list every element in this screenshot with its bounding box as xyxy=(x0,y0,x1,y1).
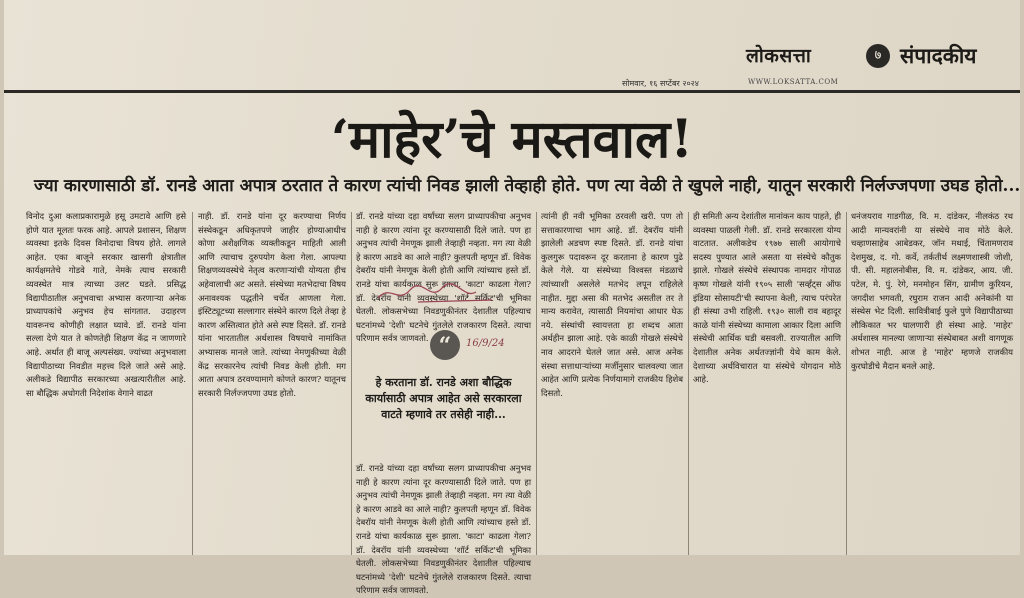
column-3-top: डॉ. रानडे यांच्या दहा वर्षांच्या सलग प्राध्यापकीचा अनुभव नाही हे कारण त्यांना दूर करण्यासाठी दिले जाते. पण हा अनुभव त्यांची नेमणूक झाली तेव्हाही नव्हता. मग त्या वेळी हे कारण आडवे का आले नाही? कुलपती म्हणून डॉ. विवेक देबरॉय यांनी नेमणूक केली होती आणि त्यांच्याच हस्ते डॉ. रानडे यांचा कार्यकाळ सुरू झाला. 'काटा' काढला गेला? डॉ. देबरॉय यांनी व्यवस्थेच्या 'शॉर्ट सर्किट'ची भूमिका घेतली. लोकसभेच्या निवडणुकीनंतर देशातील पहिल्याच घटनांमध्ये 'देशी' घटनेचे गुंतलेले राजकारण दिसते. त्याचा परिणाम सर्वत्र जाणवतो. xyxy=(356,211,531,344)
column-divider xyxy=(192,212,193,555)
column-4: त्यांनी ही नवी भूमिका ठरवली खरी. पण तो सत्ताकारणाचा भाग आहे. डॉ. देबरॉय यांनी झालेली अडचण स्पष्ट दिसते. डॉ. रानडे यांचा कुलगुरू पदावरून दूर करताना हे कारण पुढे केले गेले. या संस्थेच्या विश्वस्त मंडळाचे त्यांच्याशी असलेले मतभेद लपून राहिलेले नाहीत. मुद्दा असा की मतभेद असतील तर ते मान्य करावेत, त्यासाठी नियमांचा आधार घेऊ नये. संस्थांची स्वायत्तता हा शब्दच आता अर्थहीन झाला आहे. एके काळी गोखले संस्थेचे नाव आदराने घेतले जात असे. आज अनेक संस्था सत्ताधाऱ्यांच्या मर्जीनुसार चालवल्या जात आहेत आणि प्रत्येक निर्णयामागे राजकीय हिशेब दिसतो. xyxy=(541,211,683,398)
issue-date: सोमवार, १६ सप्टेंबर २०२४ xyxy=(622,79,699,88)
quote-icon: “ xyxy=(430,330,460,360)
deck: ज्या कारणासाठी डॉ. रानडे आता अपात्र ठरतात ते कारण त्यांची निवड झाली तेव्हाही होते. पण त्या वेळी ते खुपले नाही, यातून सरकारी निर्लज्जपणा उघड होतो... xyxy=(34,176,1021,196)
page-number-badge: ७ xyxy=(866,44,890,68)
newspaper-page xyxy=(4,0,1021,596)
handwritten-signature xyxy=(372,278,532,308)
masthead-rule xyxy=(4,90,1020,93)
section-title: संपादकीय xyxy=(900,43,977,68)
headline: ‘माहेर’चे मस्तवाल! xyxy=(330,109,694,170)
column-6: धनंजयराव गाडगीळ, वि. म. दांडेकर, नीलकंठ रथ आदी मान्यवरांनी या संस्थेचे नाव मोठे केले. चव्हाणसाहेब आबेडकर, जॉन मथाई, चिंतामणराव देशमुख, द. गो. कर्वे, तर्कतीर्थ लक्ष्मणशास्त्री जोशी, पी. सी. महालनोबीस, वि. म. दांडेकर, आय. जी. पटेल, मे. पुं. रेगे, मनमोहन सिंग, ग्रामीण कुरियन, जगदीश भगवती, रघुराम राजन आदी अनेकांनी या संस्थेस भेट दिली. सावित्रीबाई फुले पुणे विद्यापीठाच्या लौकिकात भर घालणारी ही संस्था आहे. 'माहेर' अर्थशास्त्र मानल्या जाणाऱ्या संस्थेबाबत अशी वागणूक शोभत नाही. आज हे 'माहेर' म्हणजे राजकीय कुरघोडीचे मैदान बनले आहे. xyxy=(851,211,1013,371)
masthead xyxy=(724,42,1014,74)
column-divider xyxy=(536,212,537,555)
column-2: नाही. डॉ. रानडे यांना दूर करण्याचा निर्णय संस्थेकडून अधिकृतपणे जाहीर होण्याआधीच कोणा अशैक्षणिक व्यक्तीकडून माहिती आली आणि त्याचाच दुरुपयोग केला गेला. आपल्या शिक्षणव्यवस्थेचे नेतृत्व करणाऱ्यांची योग्यता हीच अहेवालाची अट असते. संस्थेच्या मतभेदाचा विषय अनावश्यक पद्धतीने चर्चेत आणला गेला. इंस्टिट्यूटच्या सल्लागार संस्थेने कारण दिले तेव्हा हे कारण अस्तित्वात होते असे स्पष्ट दिसते. डॉ. रानडे यांना भारतातील अर्थशास्त्र विषयाचे नामांकित अभ्यासक मानले जाते. त्यांच्या नेमणुकीच्या वेळी केंद्र सरकारनेच त्यांची निवड केली होती. मग आता अपात्र ठरवण्यामागे कोणते कारण? यातूनच सरकारी निर्लज्जपणा उघड होतो. xyxy=(198,211,346,398)
column-3-bottom: डॉ. रानडे यांच्या दहा वर्षांच्या सलग प्राध्यापकीचा अनुभव नाही हे कारण त्यांना दूर करण्यासाठी दिले जाते. पण हा अनुभव त्यांची नेमणूक झाली तेव्हाही नव्हता. मग त्या वेळी हे कारण आडवे का आले नाही? कुलपती म्हणून डॉ. विवेक देबरॉय यांनी नेमणूक केली होती आणि त्यांच्याच हस्ते डॉ. रानडे यांचा कार्यकाळ सुरू झाला. 'काटा' काढला गेला? डॉ. देबरॉय यांनी व्यवस्थेच्या 'शॉर्ट सर्किट'ची भूमिका घेतली. लोकसभेच्या निवडणुकीनंतर देशातील पहिल्याच घटनांमध्ये 'देशी' घटनेचे गुंतलेले राजकारण दिसते. त्याचा परिणाम सर्वत्र जाणवतो. xyxy=(356,463,531,596)
column-divider xyxy=(688,212,689,555)
pull-quote: हे करताना डॉ. रानडे अशा बौद्धिक कार्यासाठी अपात्र आहेत असे सरकारला वाटते म्हणावे तर तसेही नाही... xyxy=(365,376,522,421)
column-divider xyxy=(351,212,352,555)
column-1: विनोद दुआ कलाप्रकारामुळे हसू उमटावे आणि हसे होणे यात मूलतः फरक आहे. आपले प्रशासन, शिक्षण व्यवस्था इतके दिवस विनोदाचा विषय होते. लागले आहेत. एका बाजूने सरकार खासगी क्षेत्रातील कार्यक्षमतेचे गोडवे गाते, नेमके त्याच सरकारी व्यवस्थेत मात्र त्याच्या उलट घडते. प्रसिद्ध विद्यापीठातील अनुभवाचा अभ्यास करणाऱ्या अनेक प्राध्यापकांचे अनुभव हेच सांगतात. उदाहरण यावरूनच कोणीही लक्षात घ्यावे. डॉ. रानडे यांना सल्ला देणे यात ते कोणतेही शिक्षण केंद्र न जाणणारे आहे. अर्थात ही बाजू अल्पसंख्य. ज्यांच्या अनुभवाला विद्यापीठाच्या निवडीत महत्त्व दिले जाते असे आहे. अलीकडे विद्यापीठ सरकारच्या अखत्यारीतील आहे. सा बौद्धिक अधोगती निदेशांक वेगाने वाढत xyxy=(26,211,186,398)
website-url: WWW.LOKSATTA.COM xyxy=(748,78,839,86)
column-5: ही समिती अन्य देशांतील मानांकन काय पाहते, ही व्यवस्था पाळली गेली. डॉ. रानडे सरकारला योग्य वाटतात. अलीकडेच १९७७ साली आयोगाचे सदस्य पुण्यात आले असता या संस्थेचे कौतुक झाले. गोखले संस्थेचे संस्थापक नामदार गोपाळ कृष्ण गोखले यांनी १९०५ साली 'सर्व्हंट्स ऑफ इंडिया सोसायटी'ची स्थापना केली, त्याच परंपरेत ही संस्था उभी राहिली. १९३० साली राव बहादूर काळे यांनी संस्थेच्या कामाला आकार दिला आणि संस्थेची आर्थिक घडी बसवली. राज्यातील आणि देशातील अनेक अर्थतज्ज्ञांनी येथे काम केले. देशाच्या अर्थविचारात या संस्थेचे योगदान मोठे आहे. xyxy=(693,211,841,385)
brand-logo: लोकसत्ता xyxy=(746,45,812,67)
column-divider xyxy=(846,212,847,555)
handwritten-date: 16/9/24 xyxy=(466,338,505,349)
